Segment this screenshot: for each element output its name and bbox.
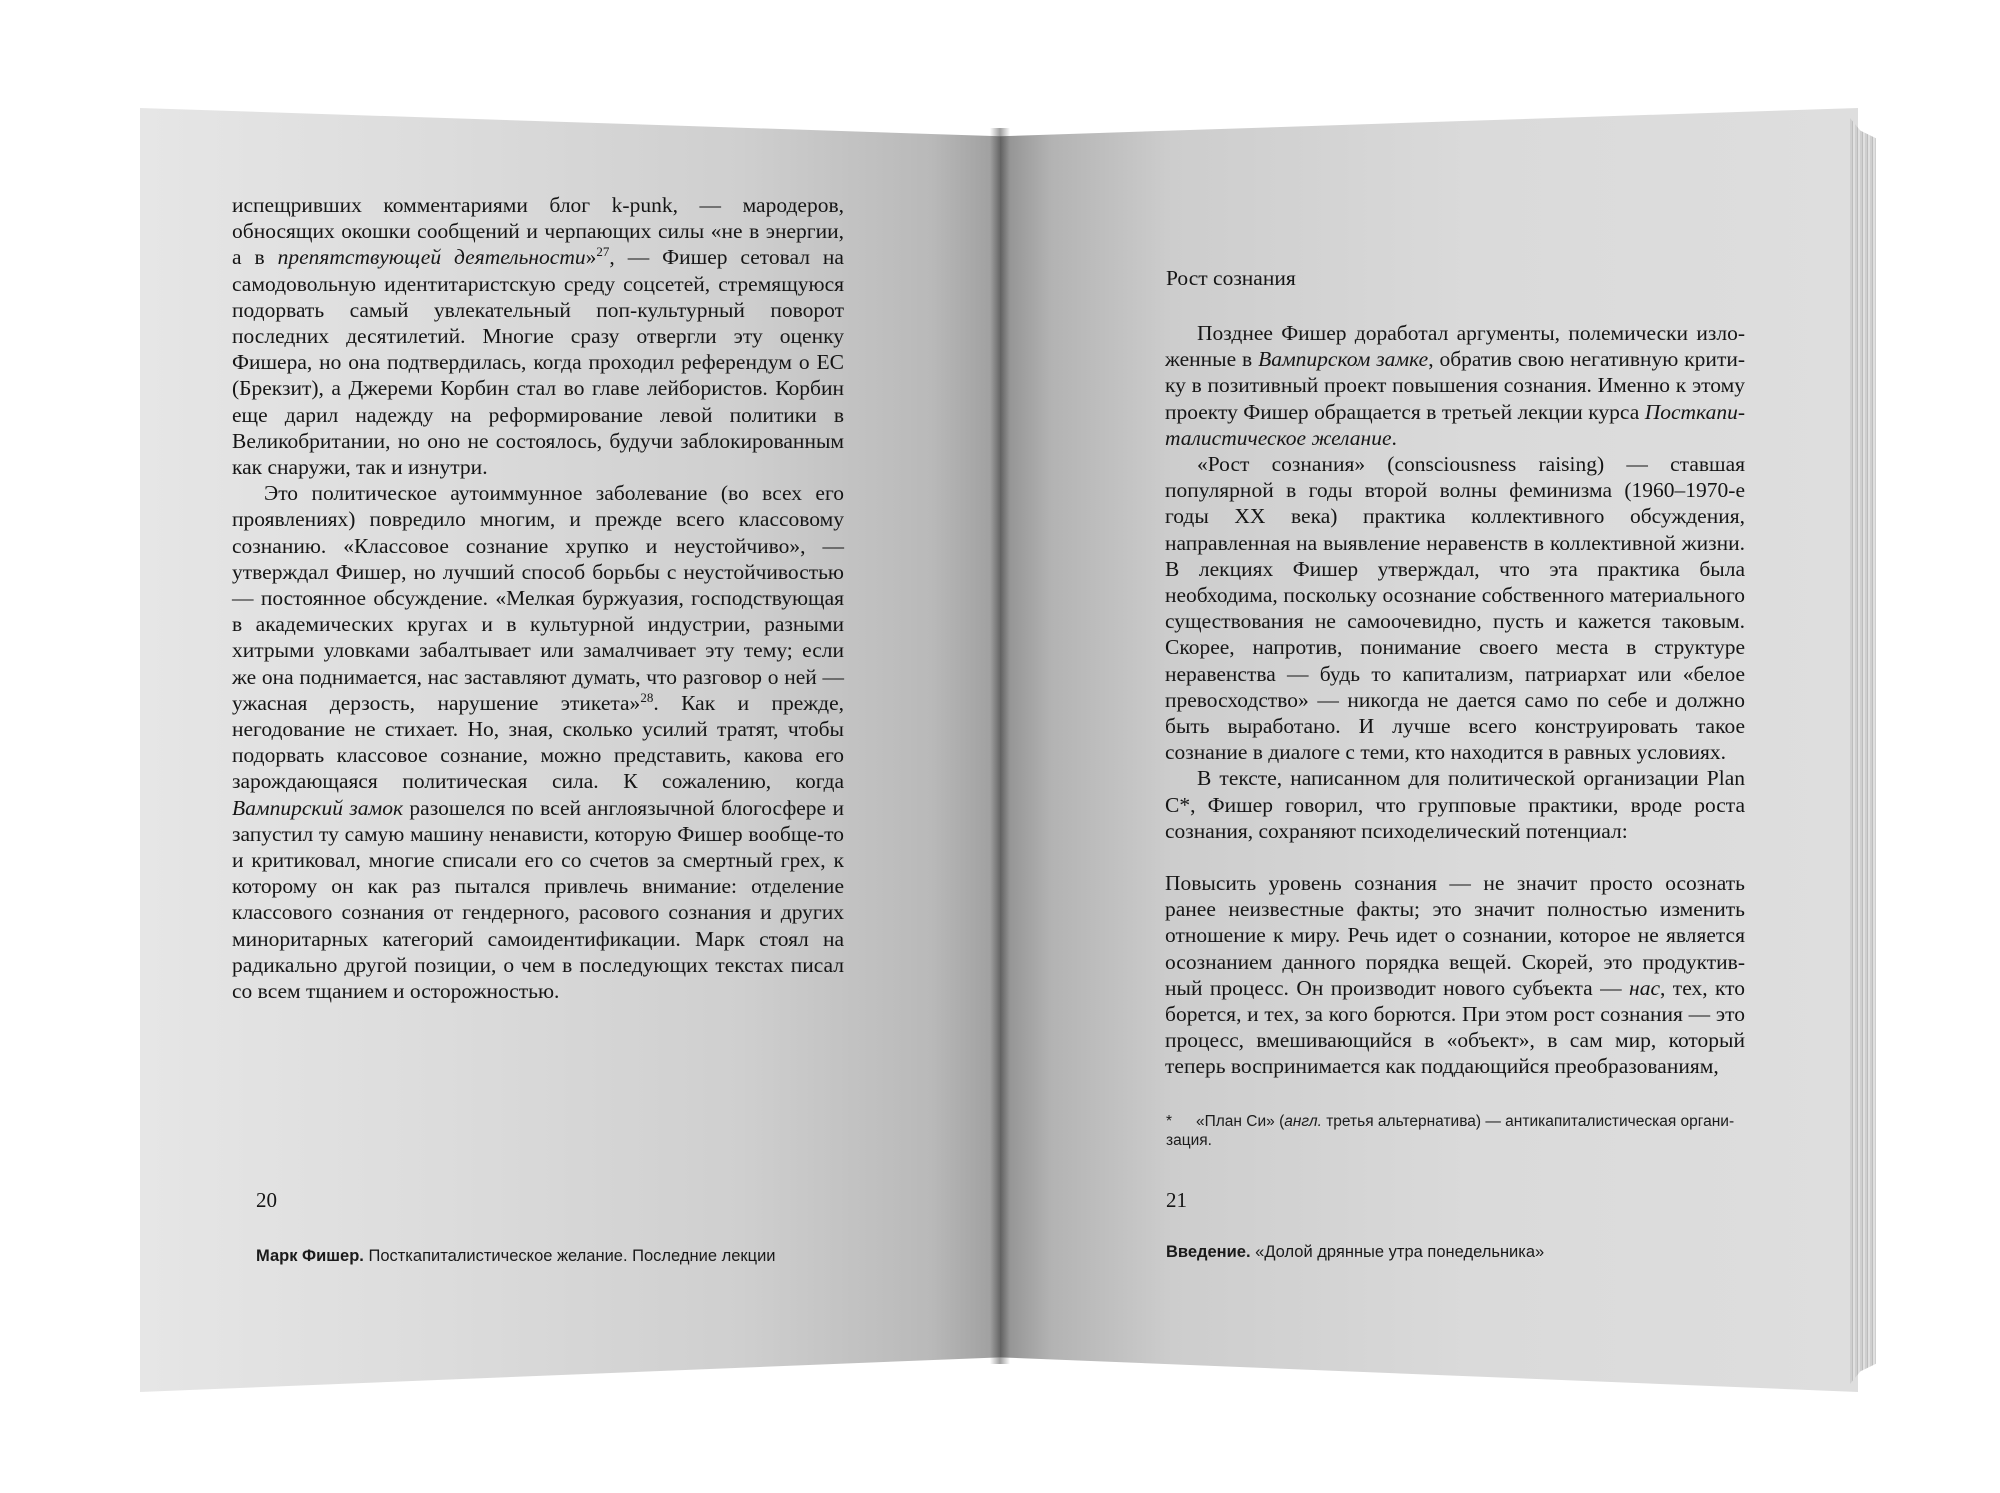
footnote-marker: * [1166,1113,1173,1130]
footnote-text-before: «План Си» ( [1196,1113,1285,1130]
left-page-body [232,192,844,1004]
italic-text: препятствующей деятельности [277,245,586,270]
italic-text: Посткапиталистическое желание [1165,399,1745,450]
page-edge-stack [1850,118,1876,1384]
text-run: , обратив свою негативную критику в позитивный проект повышения сознания. Именно к этому проекту Фишер обращается в третьей лекции курса [1165,347,1746,424]
text-run: . Как и прежде, негодование не стихает. Но, зная, сколько усилий тратят, чтобы подорвать классовое сознание, можно представить, какова его зарождающаяся политическая сила. К сожалению, когда [232,690,844,794]
book-gutter-shadow [990,128,1010,1364]
footer-section: Введение. [1166,1243,1251,1261]
paragraph [1165,765,1745,844]
page-number-left: 20 [256,1188,277,1212]
text-run: испещривших комментариями блог k-punk, — мародеров, обносящих окошки сообщений и черпающих силы «не в энергии, а в [232,193,844,270]
running-footer-left [256,1247,776,1266]
footnote-ref: 28 [640,689,654,705]
footer-chapter-title: «Долой дрянные утра понедельника» [1255,1243,1545,1261]
footer-book-title: Посткапиталистическое желание. Последние лекции [368,1247,776,1265]
paragraph [232,192,844,480]
italic-text: Вампирском замке [1258,347,1429,372]
text-run: » [585,245,597,270]
text-run: Повысить уровень сознания — не значит просто осознать ранее неизвестные факты; это значит полностью изменить отношение к миру. Речь идет о сознании, которое не является осознанием данного порядка вещей. Скорей, это продуктивный процесс. Он производит нового субъекта — [1165,871,1745,1000]
text-run: , — Фишер сетовал на самодовольную идентитаристскую среду соцсетей, стремящуюся подорвать самый увлекательный поп-культурный поворот последних десятилетий. Многие сразу отвергли эту оценку Фишера, но она подтвердилась, когда проходил референдум о ЕС (Брекзит), а Джереми Корбин стал во главе лейбористов. Корбин еще дарил надежду на реформирование левой политики в Великобритании, но оно не состоялось, будучи заблокированным как снаружи, так и изнутри. [232,245,844,480]
block-quote [1165,870,1745,1080]
footnote-text-em: англ. [1284,1113,1322,1130]
paragraph [232,480,844,1004]
italic-text: Вампирский замок [232,795,404,820]
text-run: . [1391,425,1397,450]
footer-author: Марк Фишер. [256,1247,364,1265]
text-run: Это политическое аутоиммунное заболевание (во всех его проявлениях) повредило многим, и прежде всего классовому сознанию. «Классовое сознание хрупко и неустойчиво», — утверждал Фишер, но лучший способ борьбы с неустойчивостью — постоянное обсуждение. «Мелкая буржуазия, господствующая в академических кругах и в культурной индустрии, разными хитрыми уловками забалтывает или замалчивает эту тему; если же она поднимается, нас заставляют думать, что разговор о ней — ужасная дерзость, нарушение этикета» [232,481,844,715]
paragraph [1165,451,1745,765]
text-run: В тексте, написанном для политической организации Plan C*, Фишер говорил, что групповые практики, вроде роста сознания, сохраняют психоделический потенциал: [1165,766,1745,843]
right-page-body [1165,320,1745,1080]
text-run: «Рост сознания» (consciousness raising) — ставшая популярной в годы второй волны феминизма (1960–1970-е годы XX века) практика коллективного обсуждения, направленная на выявление неравенств в коллективной жизни. В лекциях Фишер утверждал, что эта практика была необходима, поскольку осознание собственного материального существования не самоочевидно, пусть и кажется таковым. Скорее, напротив, понимание своего места в структуре неравенства — будь то капитализм, патриархат или «белое превосходство» — никогда не дается само по себе и должно быть выработано. И лучше всего конструировать такое сознание в диалоге с теми, кто находится в равных условиях. [1165,452,1745,765]
italic-text: нас [1629,975,1661,1000]
section-title: Рост сознания [1166,266,1296,290]
page-number-right: 21 [1166,1188,1187,1212]
footnote-ref: 27 [596,244,610,260]
text-run: Позднее Фишер доработал аргументы, полемически изложенные в [1165,321,1745,372]
paragraph [1165,320,1745,451]
footnote-text-after: третья альтернатива) — антикапиталистическая организация. [1166,1113,1735,1149]
text-run: , тех, кто борется, и тех, за кого борются. При этом рост сознания — это процесс, вмешивающийся в «объект», в сам мир, который теперь воспринимается как поддающийся преобразованиям, [1165,975,1746,1079]
text-run: разошелся по всей англоязычной блогосфере и запустил ту самую машину ненависти, которую Фишер вообще-то и критиковал, многие списали его со счетов за смертный грех, к которому он как раз пытался привлечь внимание: отделение классового сознания от гендерного, расового сознания и других миноритарных категорий самоидентификации. Марк стоял на радикально другой позиции, о чем в последующих текстах писал со всем тщанием и осторожностью. [232,795,844,1004]
footnote [1166,1112,1736,1150]
running-footer-right [1166,1243,1544,1262]
